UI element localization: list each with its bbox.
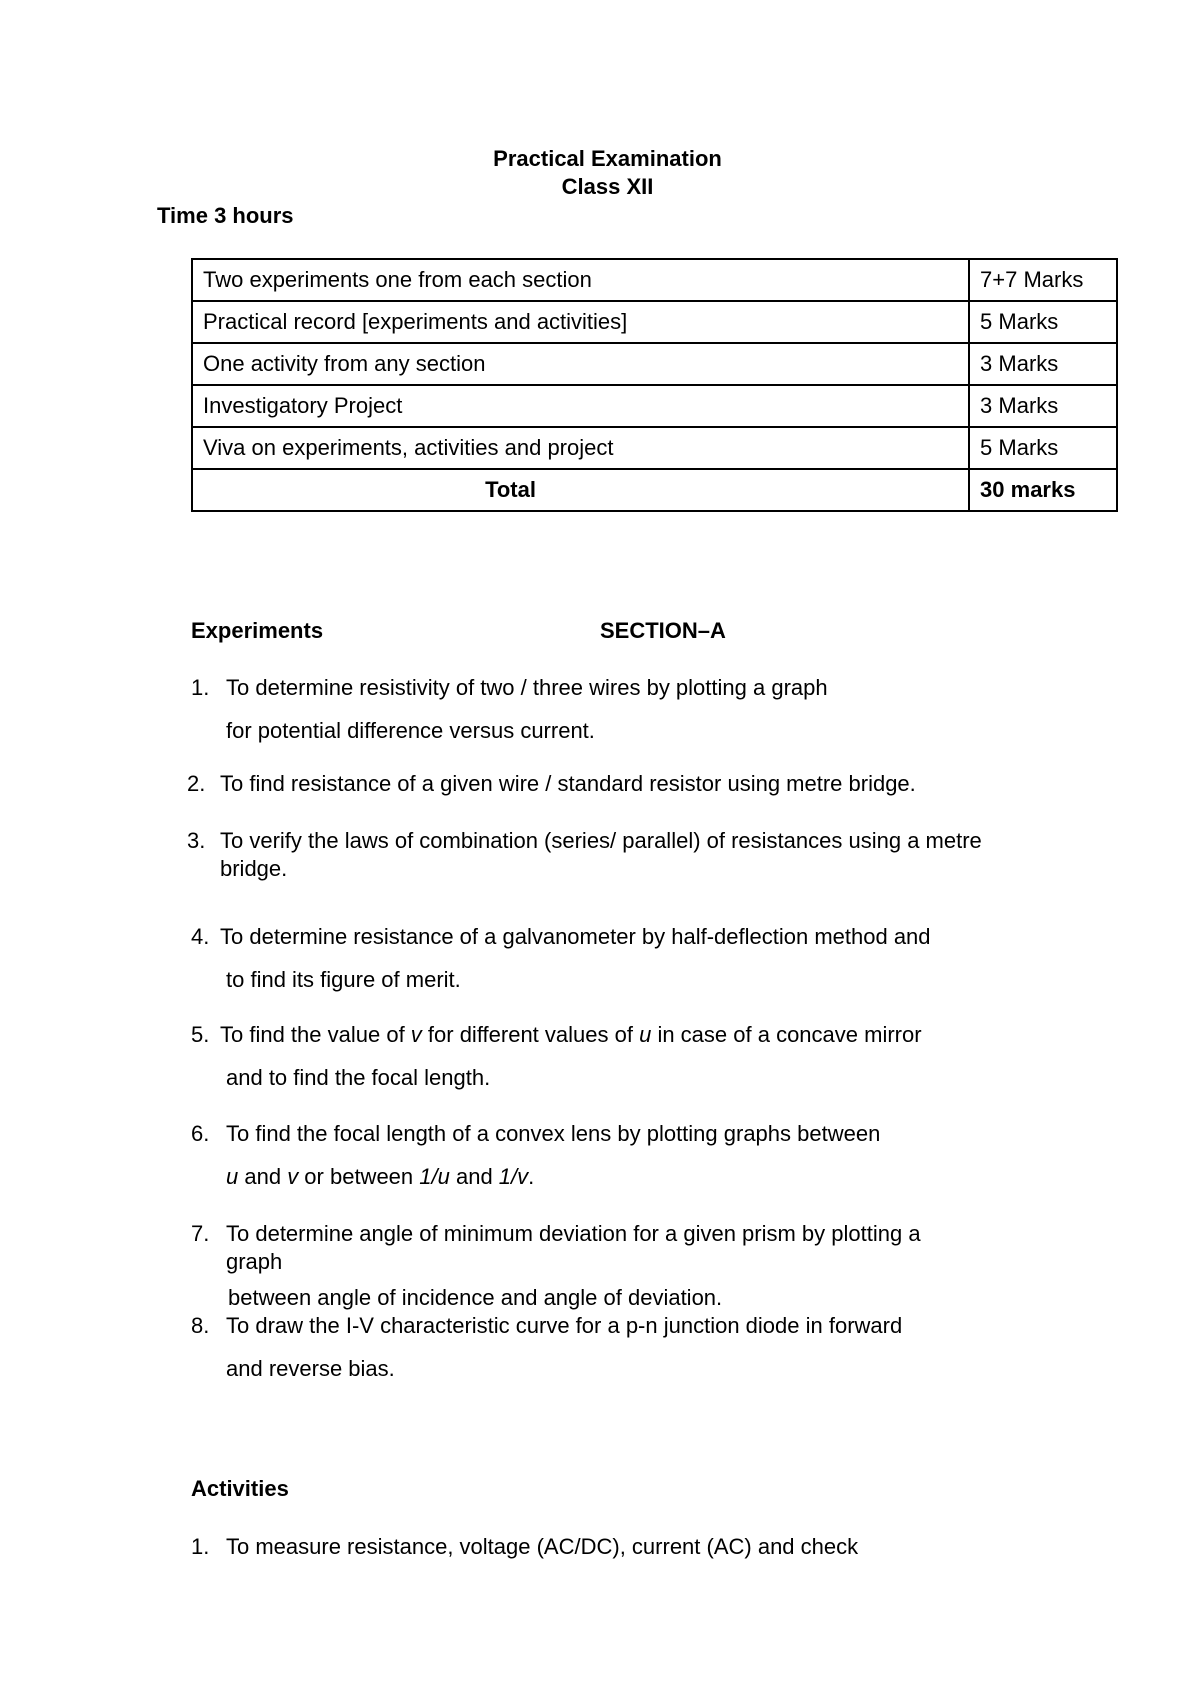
list-item: To find the focal length of a convex lens by plotting graphs between <box>226 1121 881 1146</box>
class-label: Class XII <box>561 174 654 199</box>
text-segment: or between <box>298 1164 420 1189</box>
section-heading: SECTION–A <box>600 618 726 643</box>
time-label: Time 3 hours <box>157 203 294 228</box>
list-item-number: 1. <box>191 675 210 700</box>
table-total-row <box>192 469 1117 511</box>
table-cell-marks: 5 Marks <box>969 427 1117 469</box>
list-item: between angle of incidence and angle of deviation. <box>228 1285 723 1310</box>
table-cell-item: Investigatory Project <box>192 385 969 427</box>
text-segment: for different values of <box>421 1022 640 1047</box>
text-segment: and <box>449 1164 499 1189</box>
list-item: To verify the laws of combination (series/ parallel) of resistances using a metre <box>220 828 982 853</box>
list-item: To find resistance of a given wire / standard resistor using metre bridge. <box>220 771 916 796</box>
list-item: bridge. <box>220 856 288 881</box>
table-row <box>192 301 1117 343</box>
list-item: To measure resistance, voltage (AC/DC), current (AC) and check <box>226 1534 859 1559</box>
table-row <box>192 343 1117 385</box>
variable-v: v <box>410 1022 422 1047</box>
text-segment: and <box>238 1164 288 1189</box>
table-cell-marks: 7+7 Marks <box>969 259 1117 301</box>
list-item <box>220 1022 922 1048</box>
list-item-number: 4. <box>191 924 210 949</box>
list-item-number: 2. <box>187 771 206 796</box>
list-item: and reverse bias. <box>226 1356 395 1381</box>
table-cell-item: One activity from any section <box>192 343 969 385</box>
list-item: graph <box>226 1249 283 1274</box>
list-item: To draw the I-V characteristic curve for a p-n junction diode in forward <box>226 1313 903 1338</box>
list-item: for potential difference versus current. <box>226 718 595 743</box>
variable-u: u <box>226 1164 239 1189</box>
page-title: Practical Examination <box>493 146 722 171</box>
table-cell-item: Practical record [experiments and activities] <box>192 301 969 343</box>
table-row <box>192 427 1117 469</box>
list-item: and to find the focal length. <box>226 1065 491 1090</box>
variable-inverse-v: 1/v <box>498 1164 529 1189</box>
list-item-number: 8. <box>191 1313 210 1338</box>
table-cell-marks: 3 Marks <box>969 343 1117 385</box>
list-item: To determine resistivity of two / three wires by plotting a graph <box>226 675 828 700</box>
table-cell-marks: 3 Marks <box>969 385 1117 427</box>
list-item-number: 7. <box>191 1221 210 1246</box>
list-item-number: 3. <box>187 828 206 853</box>
text-segment: To find the value of <box>220 1022 411 1047</box>
variable-v: v <box>287 1164 299 1189</box>
list-item-number: 5. <box>191 1022 210 1047</box>
list-item-number: 1. <box>191 1534 210 1559</box>
list-item <box>226 1164 534 1190</box>
variable-inverse-u: 1/u <box>419 1164 450 1189</box>
list-item: To determine resistance of a galvanometer by half-deflection method and <box>220 924 931 949</box>
text-segment: . <box>528 1164 535 1189</box>
total-value: 30 marks <box>969 469 1117 511</box>
table-cell-item: Two experiments one from each section <box>192 259 969 301</box>
list-item: to find its figure of merit. <box>226 967 461 992</box>
list-item: To determine angle of minimum deviation for a given prism by plotting a <box>226 1221 921 1246</box>
variable-u: u <box>639 1022 652 1047</box>
total-label: Total <box>192 469 969 511</box>
text-segment: in case of a concave mirror <box>651 1022 922 1047</box>
list-item-number: 6. <box>191 1121 210 1146</box>
experiments-heading: Experiments <box>191 618 324 643</box>
marks-table <box>191 258 1118 512</box>
activities-heading: Activities <box>191 1476 289 1501</box>
table-cell-marks: 5 Marks <box>969 301 1117 343</box>
table-row <box>192 385 1117 427</box>
table-cell-item: Viva on experiments, activities and project <box>192 427 969 469</box>
table-row <box>192 259 1117 301</box>
